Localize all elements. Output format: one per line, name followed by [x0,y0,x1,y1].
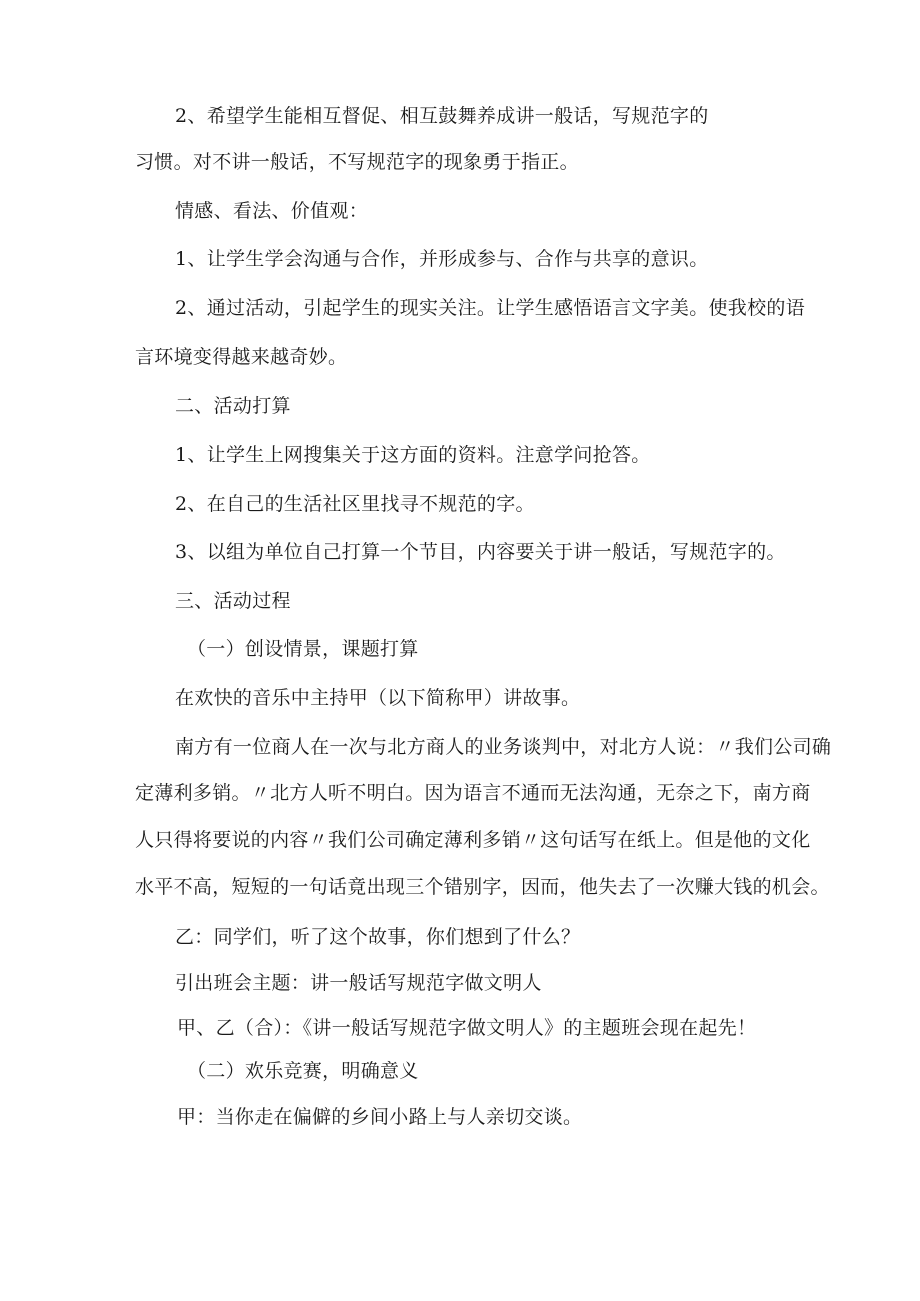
paragraph-line: 乙：同学们，听了这个故事，你们想到了什么？ [175,926,581,948]
sub-section-heading: （一）创设情景，课题打算 [187,638,419,660]
paragraph-line: 甲：当你走在偏僻的乡间小路上与人亲切交谈。 [177,1106,583,1128]
paragraph-line: 南方有一位商人在一次与北方商人的业务谈判中，对北方人说：〃我们公司确 [175,736,832,758]
sub-section-heading: （二）欢乐竞赛，明确意义 [187,1060,419,1082]
paragraph-line: 定薄利多销。〃北方人听不明白。因为语言不通而无法沟通，无奈之下，南方商 [135,782,811,804]
paragraph-line: 2、通过活动，引起学生的现实关注。让学生感悟语言文字美。使我校的语 [175,297,805,319]
paragraph-line: 引出班会主题：讲一般话写规范字做文明人 [175,972,542,994]
paragraph-line: 1、让学生学会沟通与合作，并形成参与、合作与共享的意识。 [175,248,709,270]
section-heading: 三、活动过程 [175,590,291,612]
paragraph-line: 3、以组为单位自己打算一个节目，内容要关于讲一般话，写规范字的。 [175,541,786,563]
paragraph-line: 甲、乙（合）：《讲一般话写规范字做文明人》的主题班会现在起先！ [177,1017,757,1039]
section-heading: 二、活动打算 [175,395,291,417]
paragraph-line: 人只得将要说的内容〃我们公司确定薄利多销〃这句话写在纸上。但是他的文化 [135,829,811,851]
section-subheading: 情感、看法、价值观： [175,200,369,222]
paragraph-line: 习惯。对不讲一般话，不写规范字的现象勇于指正。 [135,151,579,173]
paragraph-line: 1、让学生上网搜集关于这方面的资料。注意学问抢答。 [175,444,651,466]
paragraph-line: 2、希望学生能相互督促、相互鼓舞养成讲一般话，写规范字的 [175,105,709,127]
paragraph-line: 水平不高，短短的一句话竟出现三个错别字，因而，他失去了一次赚大钱的机会。 [135,876,830,898]
paragraph-line: 2、在自己的生活社区里找寻不规范的字。 [175,493,535,515]
paragraph-line: 言环境变得越来越奇妙。 [135,346,348,368]
paragraph-line: 在欢快的音乐中主持甲（以下简称甲）讲故事。 [175,687,581,709]
